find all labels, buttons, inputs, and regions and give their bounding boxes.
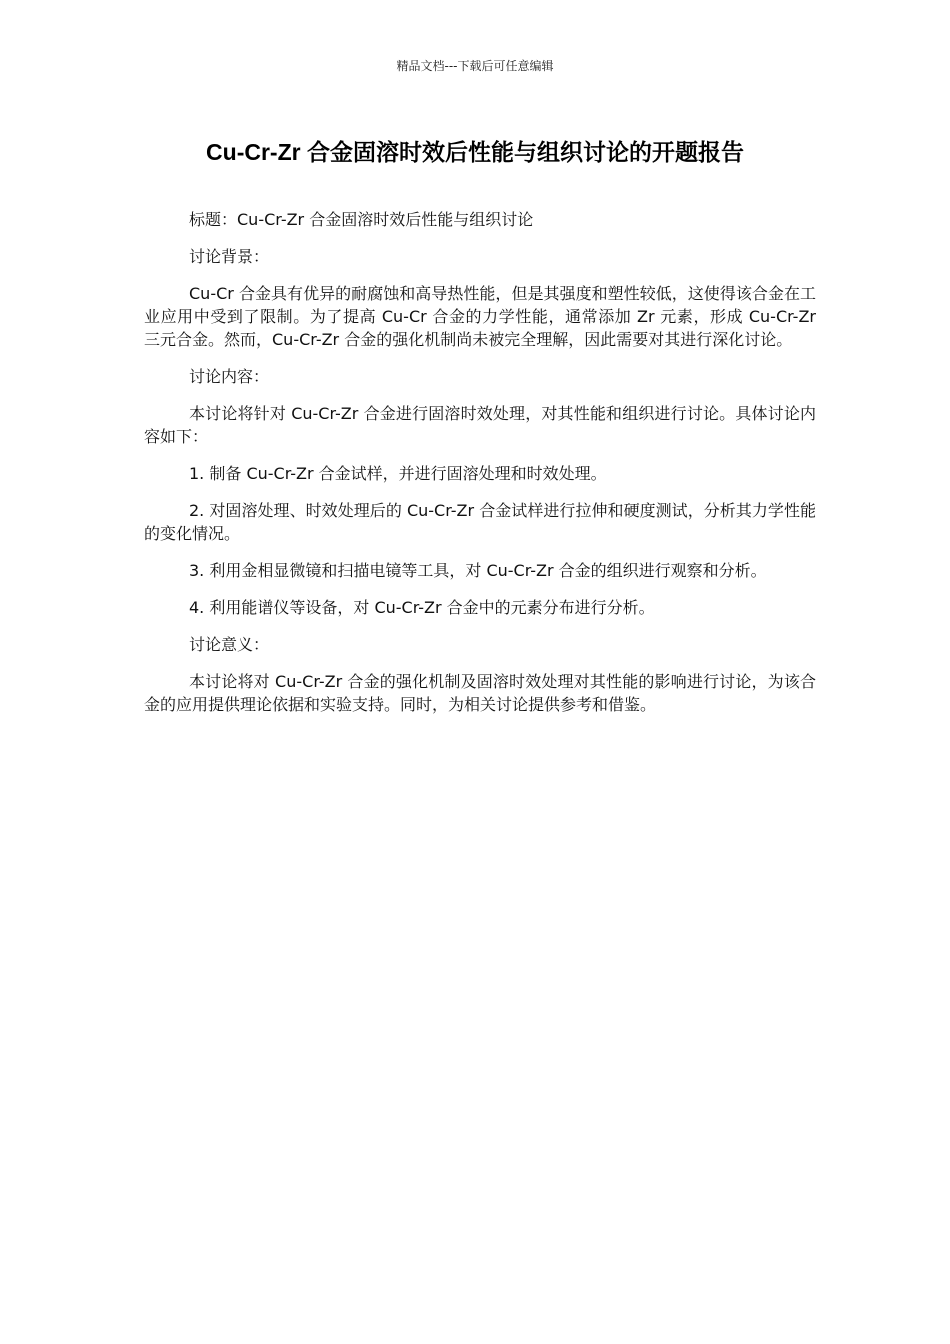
list-item: 1. 制备 Cu-Cr-Zr 合金试样，并进行固溶处理和时效处理。 bbox=[189, 464, 607, 483]
document-body bbox=[144, 208, 816, 730]
list-item: 4. 利用能谱仪等设备，对 Cu-Cr-Zr 合金中的元素分布进行分析。 bbox=[189, 598, 655, 617]
section-heading-significance: 讨论意义： bbox=[189, 635, 270, 654]
background-paragraph: Cu-Cr 合金具有优异的耐腐蚀和高导热性能，但是其强度和塑性较低，这使得该合金在工业应用中受到了限制。为了提高 Cu-Cr 合金的力学性能，通常添加 Zr 元素，形成 Cu-Cr-Zr 三元合金。然而，Cu-Cr-Zr 合金的强化机制尚未被完全理解，因此需要对其进行深化讨论。 bbox=[144, 284, 816, 349]
header-note: 精品文档---下载后可任意编辑 bbox=[396, 59, 554, 73]
section-heading-background: 讨论背景： bbox=[189, 247, 270, 266]
content-intro-paragraph: 本讨论将针对 Cu-Cr-Zr 合金进行固溶时效处理，对其性能和组织进行讨论。具体讨论内容如下： bbox=[144, 404, 816, 446]
list-item: 2. 对固溶处理、时效处理后的 Cu-Cr-Zr 合金试样进行拉伸和硬度测试，分析其力学性能的变化情况。 bbox=[144, 501, 816, 543]
section-heading-content: 讨论内容： bbox=[189, 367, 270, 386]
document-title: Cu-Cr-Zr 合金固溶时效后性能与组织讨论的开题报告 bbox=[206, 139, 744, 165]
list-item: 3. 利用金相显微镜和扫描电镜等工具，对 Cu-Cr-Zr 合金的组织进行观察和分析。 bbox=[189, 561, 767, 580]
significance-paragraph: 本讨论将对 Cu-Cr-Zr 合金的强化机制及固溶时效处理对其性能的影响进行讨论，为该合金的应用提供理论依据和实验支持。同时，为相关讨论提供参考和借鉴。 bbox=[144, 672, 816, 714]
subject-line: 标题：Cu-Cr-Zr 合金固溶时效后性能与组织讨论 bbox=[189, 210, 534, 229]
